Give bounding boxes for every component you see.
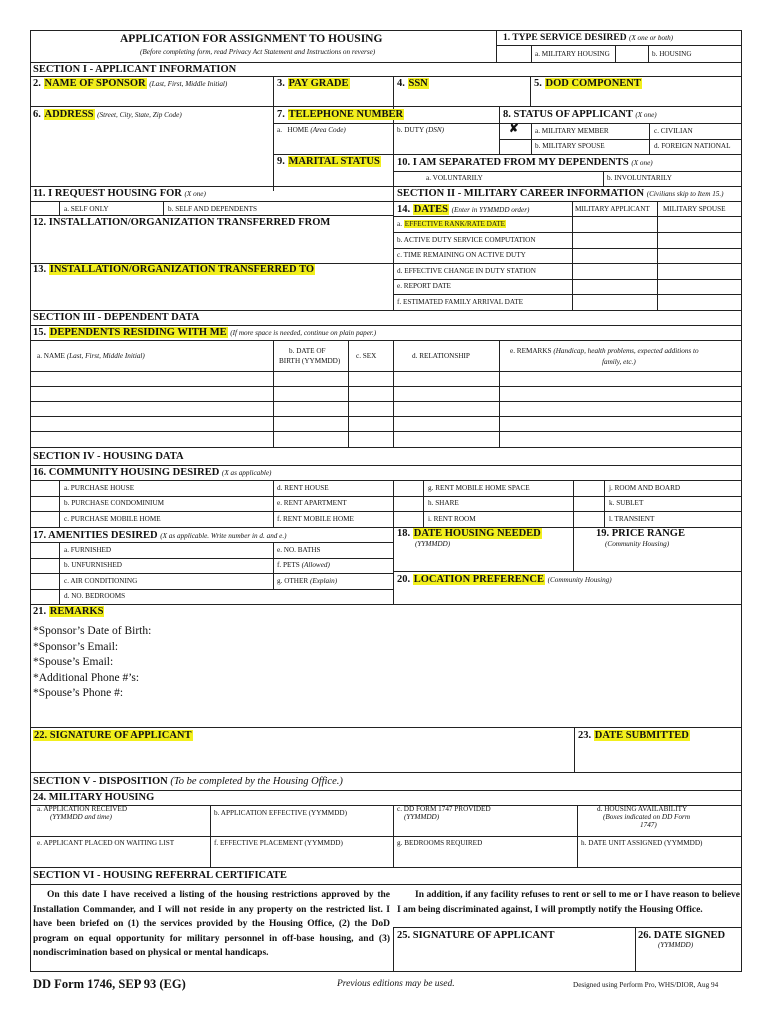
date-housing-needed-note: (YYMMDD) xyxy=(415,540,451,548)
community-housing-label: 16. COMMUNITY HOUSING DESIRED (X as applicable) xyxy=(33,467,272,478)
effective-rank-label: a. EFFECTIVE RANK/RATE DATE xyxy=(397,220,506,228)
date-signed-label: 26. DATE SIGNED xyxy=(638,930,726,941)
amenities-label: 17. AMENITIES DESIRED (X as applicable. Write number in d. and e.) xyxy=(33,530,287,541)
previous-editions-note: Previous editions may be used. xyxy=(337,979,455,989)
sponsor-name-label: 2. NAME OF SPONSOR (Last, First, Middle Initial) xyxy=(33,78,228,89)
rent-apartment-option[interactable]: e. RENT APARTMENT xyxy=(277,499,347,507)
rent-mobile-option[interactable]: f. RENT MOBILE HOME xyxy=(277,515,354,523)
availability-label: d. HOUSING AVAILABILITY xyxy=(597,805,688,813)
self-dependents-option[interactable]: b. SELF AND DEPENDENTS xyxy=(168,205,258,213)
type-service-label: 1. TYPE SERVICE DESIRED (X one or both) xyxy=(503,33,674,43)
signature-applicant-label: 22. SIGNATURE OF APPLICANT xyxy=(34,730,192,741)
involuntarily-option[interactable]: b. INVOLUNTARILY xyxy=(607,174,672,182)
application-received-label: a. APPLICATION RECEIVED xyxy=(37,805,128,813)
form-number: DD Form 1746, SEP 93 (EG) xyxy=(33,977,186,991)
sublet-option[interactable]: k. SUBLET xyxy=(609,499,644,507)
dd1747-label: c. DD FORM 1747 PROVIDED xyxy=(397,805,491,813)
address-label: 6. ADDRESS (Street, City, State, Zip Code) xyxy=(33,109,182,120)
section-5-title: SECTION V - DISPOSITION (To be completed by the Housing Office.) xyxy=(33,776,343,787)
certificate-left-text: On this date I have received a listing of the housing restrictions approved by the Installation Commander, and I will not reside in any property on the restricted list. I have been briefed on (1) the services provided by the Housing Office, (2) the DoD program on equal opportunity for military personnel in off-base housing, and (3) nondiscrimination based on physical or mental handicaps. xyxy=(33,890,390,958)
status-label: 8. STATUS OF APPLICANT (X one) xyxy=(503,109,657,120)
availability-note: (Boxes indicated on DD Form xyxy=(603,813,691,821)
voluntarily-option[interactable]: a. VOLUNTARILY xyxy=(426,174,483,182)
military-member-option: a. MILITARY MEMBER xyxy=(535,127,609,135)
military-applicant-header: MILITARY APPLICANT xyxy=(575,205,650,213)
designed-note: Designed using Perform Pro, WHS/DIOR, Aug 94 xyxy=(573,981,719,989)
telephone-label: 7. TELEPHONE NUMBER xyxy=(277,109,404,120)
transferred-from-label: 12. INSTALLATION/ORGANIZATION TRANSFERRED FROM xyxy=(33,217,331,228)
remarks-header-2: family, etc.) xyxy=(602,358,636,366)
section-4-title: SECTION IV - HOUSING DATA xyxy=(33,451,184,462)
home-phone-label: a. HOME (Area Code) xyxy=(277,126,346,134)
date-submitted-label: 23. DATE SUBMITTED xyxy=(578,730,689,741)
dates-label: 14. DATES (Enter in YYMMDD order) xyxy=(397,204,530,215)
remark-line: *Spouse’s Phone #: xyxy=(33,687,124,699)
rent-mobile-space-option[interactable]: g. RENT MOBILE HOME SPACE xyxy=(428,484,530,492)
dod-component-label: 5. DOD COMPONENT xyxy=(534,78,641,89)
military-spouse-option[interactable]: b. MILITARY SPOUSE xyxy=(535,142,605,150)
self-only-option[interactable]: a. SELF ONLY xyxy=(64,205,109,213)
remarks-header: e. REMARKS (Handicap, health problems, expected additions to xyxy=(510,347,699,355)
separated-label: 10. I AM SEPARATED FROM MY DEPENDENTS (X one) xyxy=(397,157,653,168)
unfurnished-option[interactable]: b. UNFURNISHED xyxy=(64,561,122,569)
waiting-list-label: e. APPLICANT PLACED ON WAITING LIST xyxy=(37,839,175,847)
active-duty-label: b. ACTIVE DUTY SERVICE COMPUTATION xyxy=(397,236,536,244)
purchase-condo-option[interactable]: b. PURCHASE CONDOMINIUM xyxy=(64,499,165,507)
change-duty-label: d. EFFECTIVE CHANGE IN DUTY STATION xyxy=(397,267,536,275)
dd1747-note: (YYMMDD) xyxy=(404,813,440,821)
foreign-national-option[interactable]: d. FOREIGN NATIONAL xyxy=(654,142,731,150)
location-preference-label: 20. LOCATION PREFERENCE (Community Housing) xyxy=(397,574,612,585)
dependent-name-header: a. NAME (Last, First, Middle Initial) xyxy=(37,352,145,360)
report-date-label: e. REPORT DATE xyxy=(397,282,451,290)
family-arrival-label: f. ESTIMATED FAMILY ARRIVAL DATE xyxy=(397,298,524,306)
price-range-label: 19. PRICE RANGE xyxy=(596,528,685,539)
duty-phone-label: b. DUTY (DSN) xyxy=(397,126,445,134)
time-remaining-label: c. TIME REMAINING ON ACTIVE DUTY xyxy=(397,251,526,259)
housing-option[interactable]: b. HOUSING xyxy=(652,50,692,58)
bedrooms-required-label: g. BEDROOMS REQUIRED xyxy=(397,839,483,847)
military-spouse-header: MILITARY SPOUSE xyxy=(663,205,726,213)
room-board-option[interactable]: j. ROOM AND BOARD xyxy=(609,484,681,492)
rent-room-option[interactable]: i. RENT ROOM xyxy=(428,515,476,523)
certificate-right-text: In addition, if any facility refuses to rent or sell to me or I have reason to believe I am being discriminated against, I will promptly notify the Housing Office. xyxy=(397,890,740,915)
ssn-label: 4. SSN xyxy=(397,78,428,89)
remark-line: *Sponsor’s Date of Birth: xyxy=(33,625,152,637)
sex-header: c. SEX xyxy=(356,352,377,360)
military-member-check[interactable]: ✘ xyxy=(509,123,519,135)
section-1-title: SECTION I - APPLICANT INFORMATION xyxy=(33,64,237,75)
transferred-to-label: 13. INSTALLATION/ORGANIZATION TRANSFERRED TO xyxy=(33,264,315,275)
air-conditioning-option[interactable]: c. AIR CONDITIONING xyxy=(64,577,138,585)
date-housing-needed-label: 18. DATE HOUSING NEEDED xyxy=(397,528,541,539)
purchase-house-option[interactable]: a. PURCHASE HOUSE xyxy=(64,484,135,492)
other-option[interactable]: g. OTHER (Explain) xyxy=(277,577,338,585)
dependents-label: 15. DEPENDENTS RESIDING WITH ME (If more space is needed, continue on plain paper.) xyxy=(33,327,377,338)
form-title: APPLICATION FOR ASSIGNMENT TO HOUSING xyxy=(120,33,383,45)
remark-line: *Sponsor’s Email: xyxy=(33,640,119,653)
section-3-title: SECTION III - DEPENDENT DATA xyxy=(33,312,200,323)
civilian-option[interactable]: c. CIVILIAN xyxy=(654,127,693,135)
bedrooms-option[interactable]: d. NO. BEDROOMS xyxy=(64,592,126,600)
date-unit-assigned-label: h. DATE UNIT ASSIGNED (YYMMDD) xyxy=(581,839,703,847)
availability-note-2: 1747) xyxy=(640,821,657,829)
remark-line: *Spouse’s Email: xyxy=(33,656,114,668)
price-range-note: (Community Housing) xyxy=(605,540,670,548)
purchase-mobile-option[interactable]: c. PURCHASE MOBILE HOME xyxy=(64,515,161,523)
remarks-lines xyxy=(33,624,151,702)
dob-header: b. DATE OF xyxy=(289,347,326,355)
remark-line: *Additional Phone #’s: xyxy=(33,671,140,684)
section-2-title: SECTION II - MILITARY CAREER INFORMATION (Civilians skip to Item 15.) xyxy=(397,188,724,199)
marital-status-label: 9. MARITAL STATUS xyxy=(277,156,380,167)
remarks-label: 21. REMARKS xyxy=(33,606,104,617)
furnished-option[interactable]: a. FURNISHED xyxy=(64,546,112,554)
application-received-note: (YYMMDD and time) xyxy=(50,813,112,821)
effective-placement-label: f. EFFECTIVE PLACEMENT (YYMMDD) xyxy=(214,839,343,847)
dob-header-2: BIRTH (YYMMDD) xyxy=(279,357,341,365)
pets-option[interactable]: f. PETS (Allowed) xyxy=(277,561,330,569)
signature-applicant-2-label: 25. SIGNATURE OF APPLICANT xyxy=(397,930,555,941)
form-subtitle: (Before completing form, read Privacy Act Statement and Instructions on reverse) xyxy=(140,48,376,56)
military-housing-option[interactable]: a. MILITARY HOUSING xyxy=(535,50,610,58)
relationship-header: d. RELATIONSHIP xyxy=(412,352,470,360)
baths-option[interactable]: e. NO. BATHS xyxy=(277,546,321,554)
rent-house-option[interactable]: d. RENT HOUSE xyxy=(277,484,329,492)
transient-option[interactable]: l. TRANSIENT xyxy=(609,515,655,523)
request-housing-label: 11. I REQUEST HOUSING FOR (X one) xyxy=(33,188,206,199)
application-effective-label: b. APPLICATION EFFECTIVE (YYMMDD) xyxy=(214,809,347,817)
military-housing-label: 24. MILITARY HOUSING xyxy=(33,792,155,803)
share-option[interactable]: h. SHARE xyxy=(428,499,459,507)
section-6-title: SECTION VI - HOUSING REFERRAL CERTIFICATE xyxy=(33,870,287,881)
date-signed-note: (YYMMDD) xyxy=(658,941,694,949)
pay-grade-label: 3. PAY GRADE xyxy=(277,78,349,89)
